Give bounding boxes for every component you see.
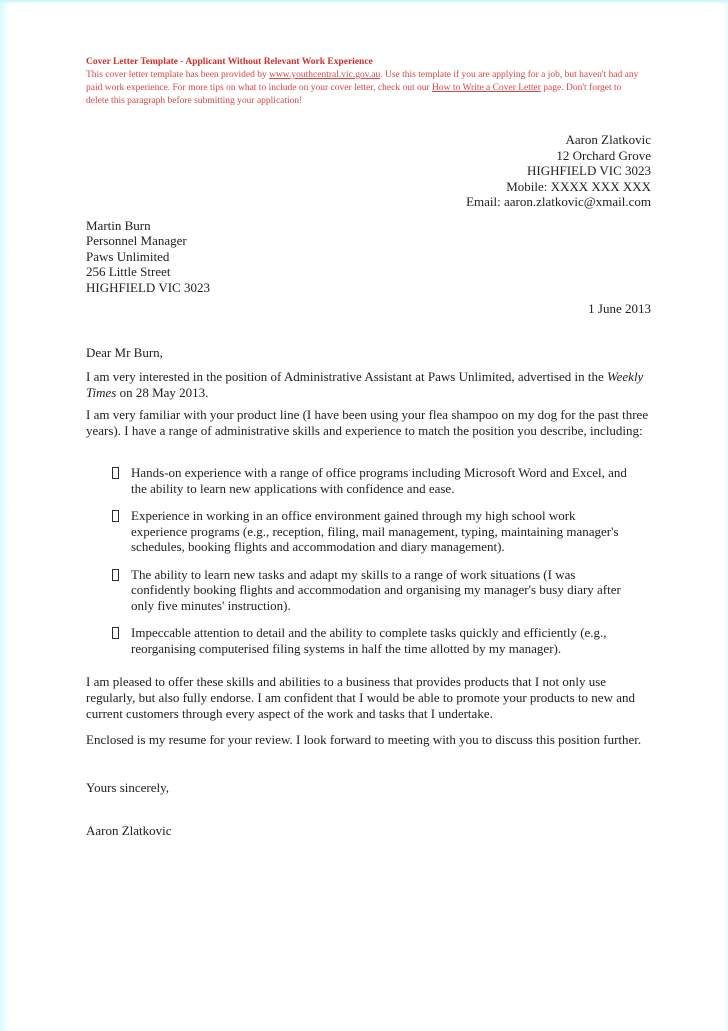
notice-text-part1: This cover letter template has been provided by	[86, 70, 270, 80]
skills-bullet-list	[86, 465, 651, 656]
template-notice-title: Cover Letter Template - Applicant Without Relevant Work Experience	[86, 57, 373, 67]
paragraph-1-part2: on 28 May 2013.	[116, 385, 209, 400]
youthcentral-link[interactable]: www.youthcentral.vic.gov.au	[269, 70, 381, 80]
letter-date: 1 June 2013	[588, 301, 651, 316]
how-to-write-cover-letter-link[interactable]: How to Write a Cover Letter	[432, 83, 541, 93]
bullet-text: The ability to learn new tasks and adapt my skills to a range of work situations (I was confidently booking flights and accommodation and organising my manager's busy diary after only five minutes' instruction).	[131, 566, 621, 613]
sender-city: HIGHFIELD VIC 3023	[527, 163, 651, 178]
notice-text-part3: page. Don't forget to delete this paragraph before submitting your application!	[86, 83, 622, 106]
list-item	[86, 567, 651, 614]
list-item	[86, 625, 651, 656]
recipient-name: Martin Burn	[86, 217, 151, 233]
signature-name: Aaron Zlatkovic	[86, 823, 172, 838]
paragraph-position-interest	[86, 369, 651, 401]
tofu-bullet-icon	[112, 467, 119, 479]
bullet-text: Hands-on experience with a range of office programs including Microsoft Word and Excel, and the ability to learn new applications with confidence and ease.	[131, 465, 627, 496]
list-item	[86, 465, 651, 496]
recipient-city: HIGHFIELD VIC 3023	[86, 279, 210, 295]
paragraph-resume-enclosed: Enclosed is my resume for your review. I look forward to meeting with you to discuss this position further.	[86, 732, 642, 747]
template-notice-text	[86, 69, 644, 108]
list-item	[86, 508, 651, 555]
tofu-bullet-icon	[112, 510, 119, 522]
bullet-text: Experience in working in an office environment gained through my high school work experience programs (e.g., reception, filing, mail management, typing, maintaining manager's schedules, booking flights and accommodation and diary management).	[131, 508, 619, 554]
tofu-bullet-icon	[112, 569, 119, 581]
template-notice	[86, 56, 644, 108]
paragraph-1-part1: I am very interested in the position of Administrative Assistant at Paws Unlimited, advertised in the	[86, 369, 607, 384]
recipient-street: 256 Little Street	[86, 264, 171, 279]
sender-email: Email: aaron.zlatkovic@xmail.com	[466, 194, 651, 209]
bullet-text: Impeccable attention to detail and the ability to complete tasks quickly and efficiently (e.g., reorganising computerised filing systems in half the time allotted by my manager).	[131, 625, 607, 656]
tofu-bullet-icon	[112, 627, 119, 639]
sender-address-block	[86, 132, 651, 210]
recipient-company: Paws Unlimited	[86, 248, 170, 264]
recipient-job-title: Personnel Manager	[86, 233, 187, 248]
recipient-address-block	[86, 218, 651, 296]
salutation: Dear Mr Burn,	[86, 345, 163, 360]
paragraph-offer-skills: I am pleased to offer these skills and abilities to a business that provides products that I not only use regularly, but also fully endorse. I am confident that I would be able to promote your products to new and current customers through every aspect of the work and tasks that I undertake.	[86, 674, 635, 721]
sender-street: 12 Orchard Grove	[556, 147, 651, 163]
sender-mobile: Mobile: XXXX XXX XXX	[506, 178, 651, 194]
paragraph-familiarity: I am very familiar with your product line (I have been using your flea shampoo on my dog for the past three years). I have a range of administrative skills and experience to match the position you describe, including:	[86, 407, 649, 438]
publication-name-italic: Weekly Times	[86, 369, 644, 400]
notice-text-part2: . Use this template if you are applying for a job, but haven't had any paid work experience. For more tips on what to include on your cover letter, check out our	[86, 70, 639, 93]
valediction: Yours sincerely,	[86, 780, 170, 795]
sender-name: Aaron Zlatkovic	[565, 132, 651, 147]
